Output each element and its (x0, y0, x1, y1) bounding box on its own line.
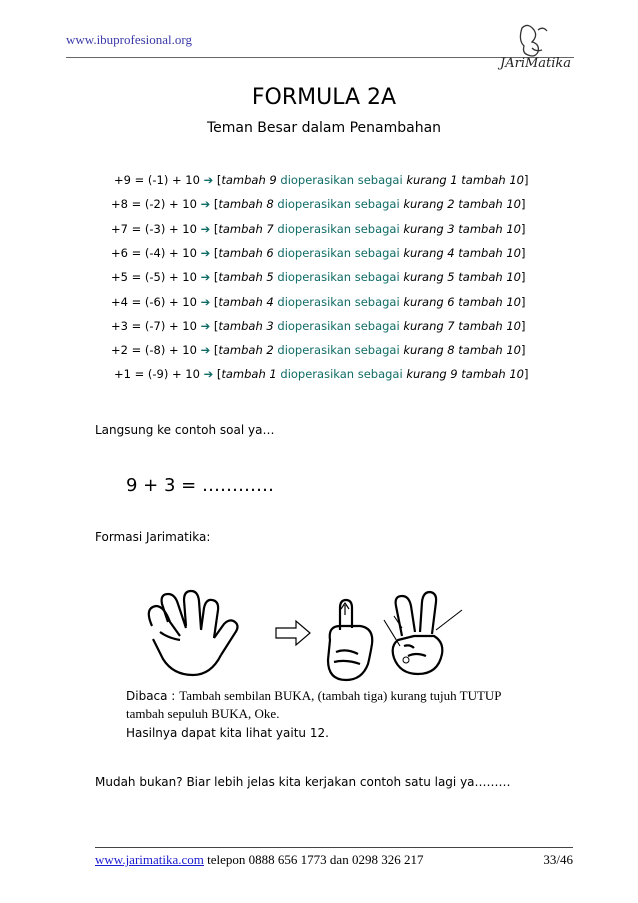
arrow-right-icon: ➔ (200, 245, 211, 260)
arrow-right-icon: ➔ (203, 173, 214, 187)
formula-kurang: kurang 4 tambah 10 (403, 245, 521, 260)
formula-equation: +2 = (-8) + 10 (111, 343, 197, 358)
formula-row: +6 = (-4) + 10 ➔ [tambah 6 dioperasikan sebagai kurang 4 tambah 10] (111, 245, 526, 260)
hasil-text: Hasilnya dapat kita lihat yaitu 12. (126, 726, 329, 740)
formula-operator-text: dioperasikan sebagai (277, 245, 400, 260)
logo-text: JAriMatika (500, 56, 572, 71)
footer-link[interactable]: www.jarimatika.com (95, 852, 204, 867)
dibaca-text (126, 687, 526, 723)
formula-kurang: kurang 1 tambah 10 (406, 173, 524, 187)
formula-tambah: tambah 9 (221, 173, 277, 187)
formula-row: +8 = (-2) + 10 ➔ [tambah 8 dioperasikan sebagai kurang 2 tambah 10] (111, 197, 526, 212)
formula-row: +7 = (-3) + 10 ➔ [tambah 7 dioperasikan sebagai kurang 3 tambah 10] (111, 221, 526, 236)
formula-tambah: tambah 3 (218, 318, 274, 333)
formula-tambah: tambah 1 (221, 367, 277, 382)
formula-tambah: tambah 2 (218, 343, 274, 358)
formula-operator-text: dioperasikan sebagai (277, 270, 400, 285)
page-number: 33/46 (543, 852, 573, 867)
langsung-text: Langsung ke contoh soal ya… (95, 423, 275, 437)
dibaca-label: Dibaca : (126, 689, 176, 703)
two-fingers-hand-icon (384, 592, 462, 674)
formula-equation: +3 = (-7) + 10 (111, 318, 197, 333)
footer (95, 852, 573, 868)
mudah-text: Mudah bukan? Biar lebih jelas kita kerjakan contoh satu lagi ya……… (95, 775, 511, 789)
formasi-label: Formasi Jarimatika: (95, 530, 211, 544)
formula-equation: +9 = (-1) + 10 (114, 173, 200, 187)
formula-operator-text: dioperasikan sebagai (277, 294, 400, 309)
right-arrow-icon (276, 621, 310, 645)
formula-row: +4 = (-6) + 10 ➔ [tambah 4 dioperasikan sebagai kurang 6 tambah 10] (111, 294, 526, 309)
formula-operator-text: dioperasikan sebagai (280, 173, 403, 187)
arrow-right-icon: ➔ (200, 343, 211, 358)
formula-equation: +8 = (-2) + 10 (111, 197, 197, 212)
formula-kurang: kurang 2 tambah 10 (403, 197, 521, 212)
formula-equation: +4 = (-6) + 10 (111, 294, 197, 309)
formula-row: +9 = (-1) + 10 ➔ [tambah 9 dioperasikan sebagai kurang 1 tambah 10] (114, 173, 529, 187)
formula-equation: +5 = (-5) + 10 (111, 270, 197, 285)
formula-kurang: kurang 3 tambah 10 (403, 221, 521, 236)
header-url[interactable]: www.ibuprofesional.org (66, 32, 193, 47)
formula-tambah: tambah 4 (218, 294, 274, 309)
formula-equation: +7 = (-3) + 10 (111, 221, 197, 236)
dibaca-content: Tambah sembilan BUKA, (tambah tiga) kurang tujuh TUTUP tambah sepuluh BUKA, Oke. (126, 688, 502, 721)
open-hand-icon (149, 591, 238, 675)
fist-index-up-icon (328, 600, 372, 680)
formula-tambah: tambah 6 (218, 245, 274, 260)
formula-tambah: tambah 7 (218, 221, 274, 236)
formula-row: +2 = (-8) + 10 ➔ [tambah 2 dioperasikan sebagai kurang 8 tambah 10] (111, 343, 526, 358)
arrow-right-icon: ➔ (200, 318, 211, 333)
footer-contact: telepon 0888 656 1773 dan 0298 326 217 (203, 852, 424, 867)
formula-operator-text: dioperasikan sebagai (280, 367, 403, 382)
page-subtitle: Teman Besar dalam Penambahan (206, 120, 442, 136)
formula-kurang: kurang 6 tambah 10 (403, 294, 521, 309)
arrow-right-icon: ➔ (200, 221, 211, 236)
formula-kurang: kurang 8 tambah 10 (403, 343, 521, 358)
formula-row: +3 = (-7) + 10 ➔ [tambah 3 dioperasikan sebagai kurang 7 tambah 10] (111, 318, 526, 333)
formula-kurang: kurang 7 tambah 10 (403, 318, 521, 333)
formula-tambah: tambah 8 (218, 197, 274, 212)
arrow-right-icon: ➔ (200, 294, 211, 309)
formula-equation: +6 = (-4) + 10 (111, 245, 197, 260)
formula-equation: +1 = (-9) + 10 (114, 367, 200, 382)
formula-row: +1 = (-9) + 10 ➔ [tambah 1 dioperasikan sebagai kurang 9 tambah 10] (114, 367, 529, 382)
formula-operator-text: dioperasikan sebagai (277, 197, 400, 212)
page-title: FORMULA 2A (251, 85, 397, 110)
formula-operator-text: dioperasikan sebagai (277, 221, 400, 236)
formula-operator-text: dioperasikan sebagai (277, 343, 400, 358)
formula-row: +5 = (-5) + 10 ➔ [tambah 5 dioperasikan sebagai kurang 5 tambah 10] (111, 270, 526, 285)
formula-kurang: kurang 9 tambah 10 (406, 367, 524, 382)
example-problem: 9 + 3 = ………… (126, 475, 274, 496)
formula-kurang: kurang 5 tambah 10 (403, 270, 521, 285)
formula-tambah: tambah 5 (218, 270, 274, 285)
formula-operator-text: dioperasikan sebagai (277, 318, 400, 333)
arrow-right-icon: ➔ (203, 367, 214, 382)
arrow-right-icon: ➔ (200, 270, 211, 285)
arrow-right-icon: ➔ (200, 197, 211, 212)
footer-rule (95, 847, 573, 848)
